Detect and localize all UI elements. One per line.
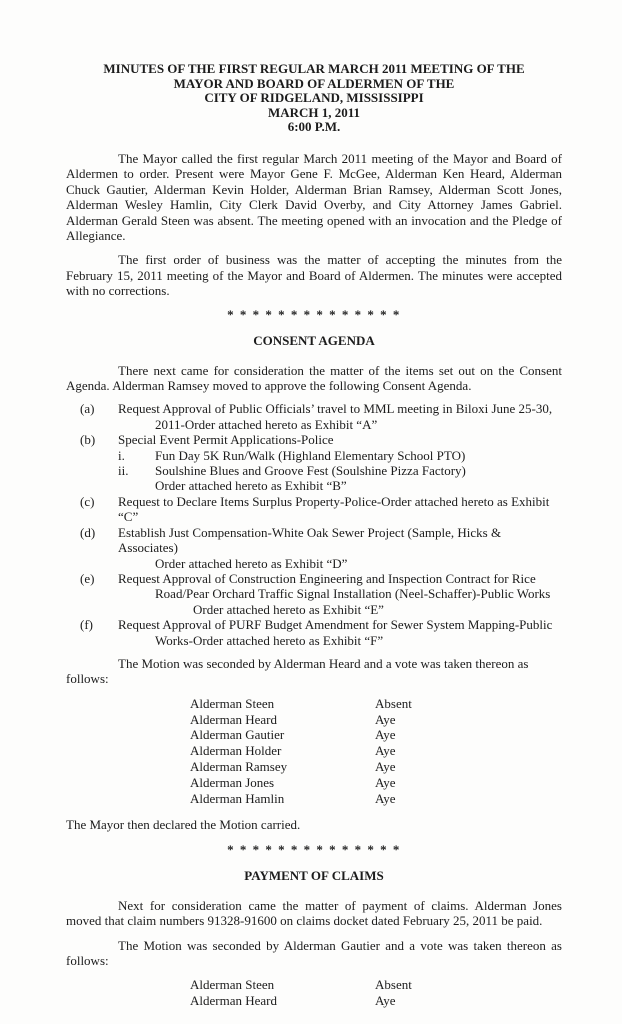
vote-row (190, 759, 562, 775)
item-text: Request Approval of Public Officials’ travel to MML meeting in Biloxi June 25-30, (118, 401, 553, 417)
claims-intro-paragraph: Next for consideration came the matter of payment of claims. Alderman Jones moved that claim numbers 91328-91600 on claims docket dated February 25, 2011 be paid. (66, 897, 562, 929)
consent-item-f (66, 617, 562, 632)
vote-value: Aye (375, 774, 396, 790)
item-label: (c) (80, 493, 95, 509)
title-line-1: MINUTES OF THE FIRST REGULAR MARCH 2011 MEETING OF THE (103, 61, 525, 76)
vote-row (190, 743, 562, 759)
vote-row (190, 977, 562, 993)
consent-item-d-continuation: Order attached hereto as Exhibit “D” (155, 555, 348, 571)
item-text: Establish Just Compensation-White Oak Sewer Project (Sample, Hicks & Associates) (118, 524, 502, 556)
opening-paragraph: The Mayor called the first regular March 2011 meeting of the Mayor and Board of Aldermen to order. Present were Mayor Gene F. McGee, Alderman Ken Heard, Alderman Chuck Gautier, Alderman Kevin Holder, Alderman Brian Ramsey, Alderman Scott Jones, Alderman Wesley Hamlin, City Clerk David Overby, and City Attorney James Gabriel. Alderman Gerald Steen was absent. The meeting opened with an invocation and the Pledge of Allegiance. (66, 150, 562, 243)
consent-vote-table (190, 696, 562, 807)
item-text: Request Approval of PURF Budget Amendment for Sewer System Mapping-Public (118, 617, 553, 633)
vote-name: Alderman Ramsey (190, 758, 288, 774)
consent-item-a-continuation: 2011-Order attached hereto as Exhibit “A” (155, 416, 378, 432)
section-separator: * * * * * * * * * * * * * * (227, 841, 401, 857)
motion-carried-text: The Mayor then declared the Motion carried. (66, 817, 301, 833)
consent-item-b-order-line: Order attached hereto as Exhibit “B” (155, 478, 347, 494)
vote-name: Alderman Steen (190, 977, 275, 993)
vote-value: Aye (375, 993, 396, 1009)
vote-value: Aye (375, 743, 396, 759)
item-label: (f) (80, 617, 93, 633)
vote-name: Alderman Steen (190, 695, 275, 711)
minutes-approval-paragraph: The first order of business was the matter of accepting the minutes from the February 15, 2011 meeting of the Mayor and Board of Aldermen. The minutes were accepted with no corrections. (66, 252, 562, 299)
vote-value: Aye (375, 758, 396, 774)
vote-name: Alderman Holder (190, 743, 282, 759)
title-line-5: 6:00 P.M. (287, 119, 341, 135)
consent-motion-seconded-text: The Motion was seconded by Alderman Heard and a vote was taken thereon as follows: (66, 655, 529, 687)
vote-name: Alderman Heard (190, 711, 277, 727)
item-text: Special Event Permit Applications-Police (118, 432, 334, 448)
payment-of-claims-heading: PAYMENT OF CLAIMS (244, 867, 384, 883)
vote-value: Absent (375, 695, 412, 711)
item-text: Request to Declare Items Surplus Property-Police-Order attached hereto as Exhibit “C” (118, 493, 550, 525)
consent-item-d (66, 525, 562, 556)
consent-item-a (66, 401, 562, 416)
claims-motion-seconded-text: The Motion was seconded by Alderman Gautier and a vote was taken thereon as follows: (66, 937, 562, 968)
item-label: (e) (80, 570, 95, 586)
consent-agenda-heading: CONSENT AGENDA (253, 332, 375, 348)
consent-item-e-continuation-2: Order attached hereto as Exhibit “E” (193, 601, 384, 617)
vote-value: Aye (375, 727, 396, 743)
document-content (66, 0, 562, 1009)
title-line-4: MARCH 1, 2011 (267, 104, 361, 120)
vote-name: Alderman Heard (190, 993, 277, 1009)
consent-item-b-sub-ii (66, 463, 562, 478)
consent-item-c (66, 494, 562, 525)
vote-value: Absent (375, 977, 412, 993)
vote-row (190, 791, 562, 807)
vote-name: Alderman Jones (190, 774, 275, 790)
consent-item-b-sub-i (66, 448, 562, 463)
consent-intro-paragraph: There next came for consideration the matter of the items set out on the Consent Agenda. Alderman Ramsey moved to approve the following Consent Agenda. (66, 362, 562, 394)
vote-name: Alderman Hamlin (190, 790, 285, 806)
section-separator: * * * * * * * * * * * * * * (227, 306, 401, 322)
consent-item-b (66, 432, 562, 447)
vote-row (190, 775, 562, 791)
vote-row (190, 993, 562, 1009)
consent-item-e (66, 571, 562, 586)
vote-value: Aye (375, 711, 396, 727)
sub-item-text: Fun Day 5K Run/Walk (Highland Elementary School PTO) (155, 447, 466, 463)
vote-value: Aye (375, 790, 396, 806)
consent-agenda-list (66, 401, 562, 648)
item-label: (d) (80, 524, 96, 540)
sub-item-text: Soulshine Blues and Groove Fest (Soulshine Pizza Factory) (155, 463, 466, 479)
vote-row (190, 696, 562, 712)
vote-row (190, 712, 562, 728)
document-title (66, 62, 562, 135)
title-line-3: CITY OF RIDGELAND, MISSISSIPPI (204, 90, 424, 106)
vote-row (190, 727, 562, 743)
sub-item-label: i. (118, 447, 125, 463)
item-text: Request Approval of Construction Engineering and Inspection Contract for Rice (118, 570, 536, 586)
consent-item-e-continuation-1: Road/Pear Orchard Traffic Signal Installation (Neel-Schaffer)-Public Works (155, 586, 551, 602)
consent-item-f-continuation: Works-Order attached hereto as Exhibit “F” (155, 632, 384, 648)
item-label: (a) (80, 401, 95, 417)
title-line-2: MAYOR AND BOARD OF ALDERMEN OF THE (173, 75, 455, 91)
sub-item-label: ii. (118, 463, 129, 479)
item-label: (b) (80, 432, 96, 448)
claims-vote-table (190, 977, 562, 1009)
vote-name: Alderman Gautier (190, 727, 285, 743)
